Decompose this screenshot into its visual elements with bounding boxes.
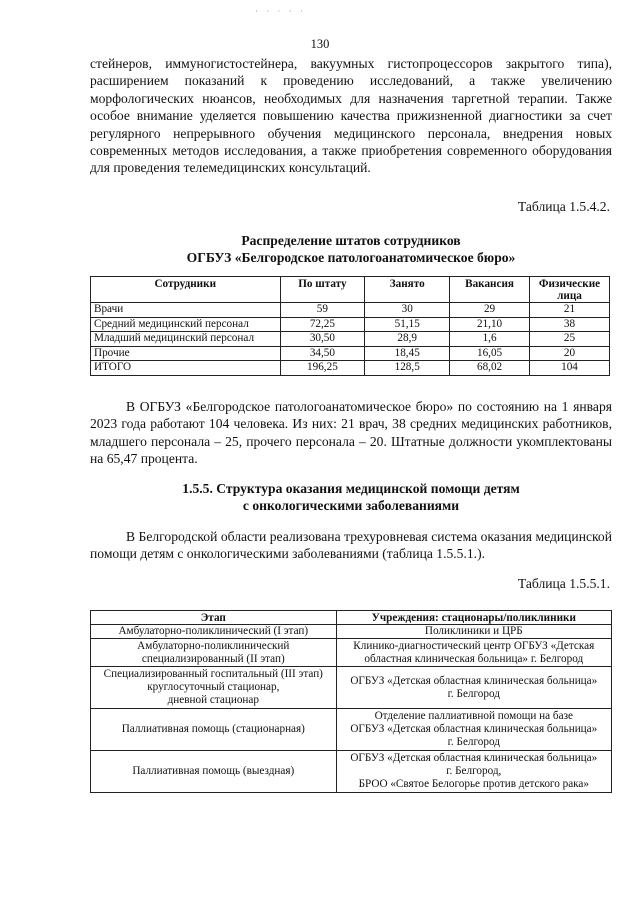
section-heading bbox=[90, 480, 612, 514]
care-institution-cell bbox=[336, 639, 611, 667]
care-institution-line: ОГБУЗ «Детская областная клиническая больница» bbox=[350, 752, 598, 764]
care-stage-line: Специализированный госпитальный (III этап) bbox=[103, 668, 323, 680]
care-institution-line: г. Белгород bbox=[447, 736, 500, 748]
staff-table-cell: Средний медицинский персонал bbox=[91, 317, 281, 332]
care-institution-line: Отделение паллиативной помощи на базе bbox=[374, 710, 573, 722]
care-institution-cell bbox=[336, 751, 611, 793]
staff-table-cell: 30,50 bbox=[280, 332, 365, 347]
intro-paragraph: стейнеров, иммуногистостейнера, вакуумных гистопроцессоров закрытого типа), расширением показаний к проведению исследований, а также увеличению морфологических нюансов, необходимых для назначения таргетной терапии. Также особое внимание уделяется повышению качества прижизненной диагностики за счет регулярного непрерывного обучения медицинского персонала, внедрения новых современных методов исследования, а также приобретения современного оборудования для проведения телемедицинских консультаций. bbox=[90, 56, 612, 176]
staff-table-cell: 59 bbox=[280, 303, 365, 318]
care-institution-line: г. Белгород bbox=[447, 687, 500, 700]
staff-table-row bbox=[91, 361, 610, 376]
staff-table-cell: 30 bbox=[365, 303, 450, 318]
care-table bbox=[90, 610, 612, 793]
staff-table-cell: 1,6 bbox=[450, 332, 530, 347]
care-stage-cell bbox=[91, 639, 337, 667]
care-institution-cell bbox=[336, 625, 611, 639]
staff-table bbox=[90, 276, 610, 376]
staff-table-cell: 128,5 bbox=[365, 361, 450, 376]
care-table-row bbox=[91, 639, 612, 667]
staff-table-header: Сотрудники bbox=[91, 277, 281, 303]
table1-title-line2: ОГБУЗ «Белгородское патологоанатомическое бюро» bbox=[186, 250, 516, 265]
staff-table-cell: 25 bbox=[530, 332, 610, 347]
care-table-row bbox=[91, 751, 612, 793]
care-institution-line: Клинико-диагностический центр ОГБУЗ «Детская bbox=[353, 639, 595, 652]
table2-caption: Таблица 1.5.5.1. bbox=[517, 576, 610, 591]
care-stage-line: специализированный (II этап) bbox=[141, 652, 285, 665]
care-table-row bbox=[91, 625, 612, 639]
care-table-header: Этап bbox=[91, 611, 337, 625]
care-table-row bbox=[91, 709, 612, 751]
staff-table-cell: 20 bbox=[530, 346, 610, 361]
table1-title bbox=[90, 232, 612, 266]
section-heading-line1: 1.5.5. Структура оказания медицинской помощи детям bbox=[182, 481, 520, 496]
staff-table-cell: 38 bbox=[530, 317, 610, 332]
care-stage-cell bbox=[91, 667, 337, 709]
staff-table-row bbox=[91, 303, 610, 318]
staff-table-cell: 16,05 bbox=[450, 346, 530, 361]
staff-paragraph: В ОГБУЗ «Белгородское патологоанатомическое бюро» по состоянию на 1 января 2023 года работают 104 человека. Из них: 21 врач, 38 средних медицинских работников, младшего персонала – 25, прочего персонала – 20. Штатные должности укомплектованы на 65,47 процента. bbox=[90, 399, 612, 467]
staff-table-cell: 34,50 bbox=[280, 346, 365, 361]
section-heading-line2: с онкологическими заболеваниями bbox=[242, 498, 460, 513]
staff-table-cell: 18,45 bbox=[365, 346, 450, 361]
care-institution-line: ОГБУЗ «Детская областная клиническая больница» bbox=[350, 723, 598, 735]
care-institution-line: ОГБУЗ «Детская областная клиническая больница» bbox=[350, 674, 598, 687]
care-stage-line: Паллиативная помощь (стационарная) bbox=[121, 723, 305, 735]
staff-table-cell: 196,25 bbox=[280, 361, 365, 376]
care-institution-line: областная клиническая больница» г. Белгород bbox=[364, 652, 584, 665]
staff-table-header: Занято bbox=[365, 277, 450, 303]
care-stage-line: Паллиативная помощь (выездная) bbox=[132, 765, 295, 777]
care-table-header: Учреждения: стационары/поликлиники bbox=[336, 611, 611, 625]
staff-table-cell: 104 bbox=[530, 361, 610, 376]
care-institution-cell bbox=[336, 709, 611, 751]
section-paragraph: В Белгородской области реализована трехуровневая система оказания медицинской помощи детям с онкологическими заболеваниями (таблица 1.5.5.1.). bbox=[90, 529, 612, 562]
care-stage-line: Амбулаторно-поликлинический bbox=[137, 639, 290, 652]
staff-table-cell: 29 bbox=[450, 303, 530, 318]
staff-table-cell: 21,10 bbox=[450, 317, 530, 332]
staff-table-header: Вакансия bbox=[450, 277, 530, 303]
care-table-row bbox=[91, 667, 612, 709]
table1-caption: Таблица 1.5.4.2. bbox=[517, 199, 610, 214]
staff-table-cell: 51,15 bbox=[365, 317, 450, 332]
care-institution-line: БРОО «Святое Белогорье против детского рака» bbox=[358, 778, 589, 790]
staff-table-cell: 72,25 bbox=[280, 317, 365, 332]
care-institution-line: Поликлиники и ЦРБ bbox=[424, 625, 523, 637]
staff-table-row bbox=[91, 346, 610, 361]
staff-table-cell: 28,9 bbox=[365, 332, 450, 347]
care-stage-line: дневной стационар bbox=[167, 694, 259, 706]
page-number: 130 bbox=[310, 37, 330, 51]
care-institution-cell bbox=[336, 667, 611, 709]
care-stage-line: Амбулаторно-поликлинический (I этап) bbox=[118, 625, 309, 637]
staff-table-cell: ИТОГО bbox=[91, 361, 281, 376]
staff-table-cell: 21 bbox=[530, 303, 610, 318]
staff-table-header: Физические лица bbox=[530, 277, 610, 303]
staff-table-header: По штату bbox=[280, 277, 365, 303]
care-stage-cell bbox=[91, 751, 337, 793]
scan-noise: · · · · · bbox=[255, 6, 306, 16]
care-stage-cell bbox=[91, 709, 337, 751]
staff-table-row bbox=[91, 332, 610, 347]
staff-table-cell: 68,02 bbox=[450, 361, 530, 376]
care-stage-cell bbox=[91, 625, 337, 639]
care-stage-line: круглосуточный стационар, bbox=[147, 681, 280, 693]
care-institution-line: г. Белгород, bbox=[446, 765, 502, 777]
table1-title-line1: Распределение штатов сотрудников bbox=[241, 233, 461, 248]
staff-table-cell: Врачи bbox=[91, 303, 281, 318]
staff-table-cell: Младший медицинский персонал bbox=[91, 332, 281, 347]
staff-table-row bbox=[91, 317, 610, 332]
staff-table-cell: Прочие bbox=[91, 346, 281, 361]
